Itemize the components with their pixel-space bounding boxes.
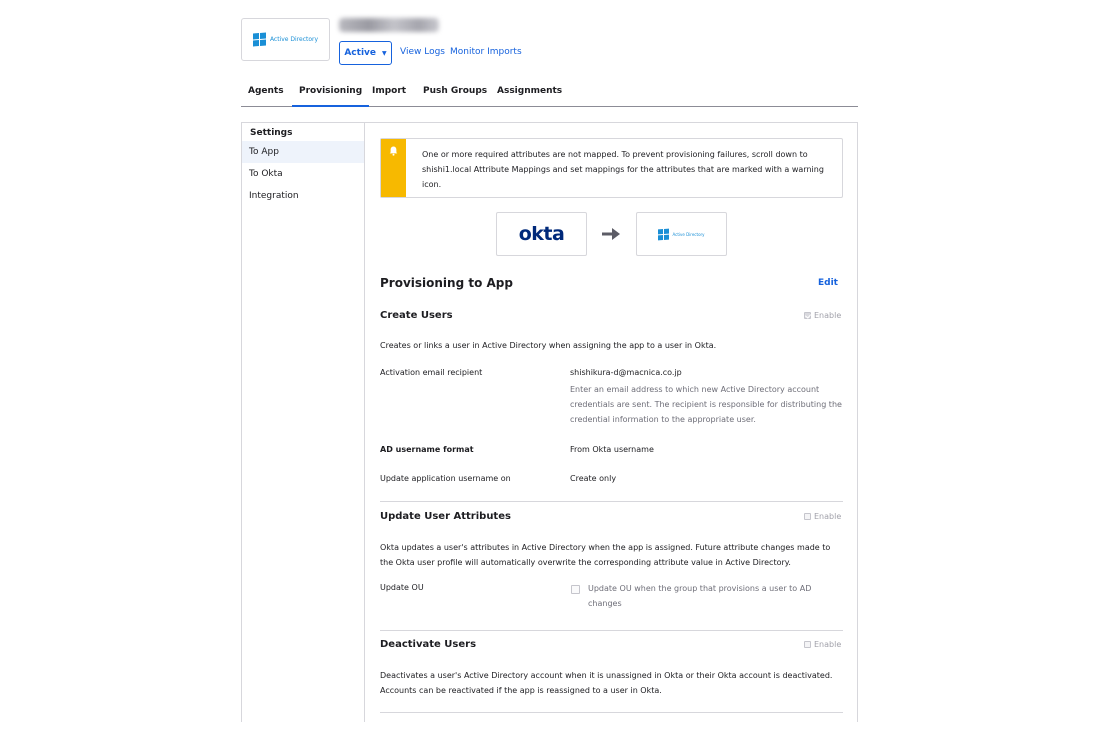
edit-link[interactable]: Edit (818, 278, 838, 288)
enable-checkbox[interactable] (804, 641, 811, 648)
activation-email-label: Activation email recipient (380, 368, 483, 377)
sidebar-heading: Settings (250, 128, 293, 138)
caret-down-icon: ▼ (382, 49, 387, 57)
enable-label: Enable (814, 640, 842, 649)
settings-sidebar (241, 122, 365, 722)
create-users-title: Create Users (380, 310, 453, 321)
provisioning-title: Provisioning to App (380, 276, 513, 290)
deactivate-users-description: Deactivates a user's Active Directory account when it is unassigned in Okta or their Okta account is deactivated. Accounts can be reactivated if the app is reassigned to a user in Okta. (380, 671, 833, 695)
update-ou-option: Update OU when the group that provisions a user to AD changes (588, 584, 812, 608)
arrow-right-icon (602, 228, 620, 240)
sidebar-item-integration[interactable]: Integration (249, 191, 299, 201)
warning-text: One or more required attributes are not mapped. To prevent provisioning failures, scroll down to shishi1.local Attribute Mappings and set mappings for the attributes that are marked with a warning icon. (422, 150, 824, 189)
activation-email-value: shishikura-d@macnica.co.jp (570, 368, 682, 377)
tab-import[interactable]: Import (372, 86, 407, 96)
update-ou-checkbox[interactable] (571, 585, 580, 594)
create-users-enable[interactable] (804, 311, 841, 320)
activation-email-help: Enter an email address to which new Active Directory account credentials are sent. The recipient is responsible for distributing the credential information to the appropriate user. (570, 385, 842, 424)
ad-username-format-label: AD username format (380, 445, 474, 454)
enable-label: Enable (814, 512, 842, 521)
update-username-value: Create only (570, 474, 617, 483)
status-dropdown[interactable] (339, 41, 392, 65)
section-divider (380, 501, 843, 502)
windows-icon (658, 228, 669, 240)
enable-checkbox[interactable] (804, 513, 811, 520)
enable-label: Enable (814, 311, 842, 320)
app-logo-label: Active Directory (269, 36, 319, 43)
deactivate-users-title: Deactivate Users (380, 639, 477, 650)
warning-bar (381, 139, 406, 197)
section-divider (380, 630, 843, 631)
update-attributes-enable[interactable] (804, 512, 841, 521)
sidebar-item-to-app[interactable]: To App (242, 141, 364, 163)
ad-logo-box (636, 212, 727, 256)
windows-icon (253, 33, 266, 47)
app-name-redacted (339, 18, 439, 32)
update-username-label: Update application username on (380, 474, 511, 483)
enable-checkbox[interactable] (804, 312, 811, 319)
update-ou-label: Update OU (380, 583, 424, 592)
okta-logo-box (496, 212, 587, 256)
update-attributes-description: Okta updates a user's attributes in Active Directory when the app is assigned. Future attribute changes made to the Okta user profile will automatically overwrite the corresponding attribute value in Active Directory. (380, 543, 831, 567)
warning-callout (380, 138, 843, 198)
monitor-imports-link[interactable]: Monitor Imports (450, 47, 522, 57)
sidebar-item-to-okta[interactable]: To Okta (249, 169, 283, 179)
okta-logo: okta (518, 223, 565, 245)
tab-push-groups[interactable]: Push Groups (423, 86, 488, 96)
status-label: Active (344, 48, 377, 58)
update-attributes-title: Update User Attributes (380, 511, 511, 522)
tab-bar (241, 86, 858, 107)
bell-icon (389, 146, 398, 156)
view-logs-link[interactable]: View Logs (400, 47, 445, 57)
deactivate-users-enable[interactable] (804, 640, 841, 649)
tab-provisioning[interactable]: Provisioning (292, 86, 369, 107)
create-users-description: Creates or links a user in Active Directory when assigning the app to a user in Okta. (380, 341, 717, 350)
tab-assignments[interactable]: Assignments (497, 86, 563, 96)
ad-logo-label: Active Directory (672, 231, 705, 237)
ad-username-format-value: From Okta username (570, 445, 654, 454)
section-divider (380, 712, 843, 713)
tab-agents[interactable]: Agents (248, 86, 284, 96)
app-logo (241, 18, 330, 61)
